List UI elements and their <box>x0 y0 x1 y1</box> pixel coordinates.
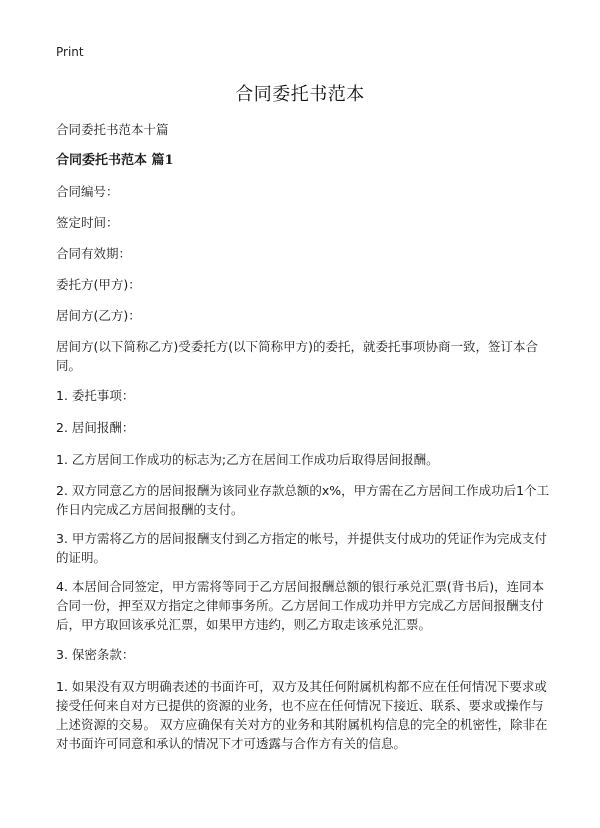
subtitle: 合同委托书范本十篇 <box>56 122 169 137</box>
signing-date-line: 签定时间： <box>56 215 119 230</box>
clause-1-heading: 1. 委托事项： <box>56 388 135 403</box>
clause-3-item-1: 1. 如果没有双方明确表述的书面许可，双方及其任何附属机构都不应在任何情况下要求或接受任何来自对方已提供的资源的业务，也不应在任何情况下接近、联系、要求或操作与上述资源的交易。 双方应确保有关对方的业务和其附属机构信息的完全的机密性，除非在对书面许可同意和承认的情况下才可透露与合作方有关的信息。 <box>56 679 548 751</box>
clause-2-item-4: 4. 本居间合同签定，甲方需将等同于乙方居间报酬总额的银行承兑汇票(背书后)，连同本合同一份，押至双方指定之律师事务所。乙方居间工作成功并甲方完成乙方居间报酬支付后，甲方取回该承兑汇票，如果甲方违约，则乙方取走该承兑汇票。 <box>56 579 545 632</box>
principal-party-line: 委托方(甲方)： <box>56 277 141 292</box>
clause-2-item-1: 1. 乙方居间工作成功的标志为;乙方在居间工作成功后取得居间报酬。 <box>56 452 439 467</box>
section-heading: 合同委托书范本 篇1 <box>56 153 174 168</box>
contract-number-line: 合同编号： <box>56 184 119 199</box>
validity-period-line: 合同有效期： <box>56 246 132 261</box>
clause-2-item-3: 3. 甲方需将乙方的居间报酬支付到乙方指定的帐号，并提供支付成功的凭证作为完成支付的证明。 <box>56 531 547 565</box>
clause-2-heading: 2. 居间报酬： <box>56 420 135 435</box>
page-title: 合同委托书范本 <box>235 84 365 105</box>
clause-2-item-2: 2. 双方同意乙方的居间报酬为该同业存款总额的x%，甲方需在乙方居间工作成功后1个工作日内完成乙方居间报酬的支付。 <box>56 483 550 517</box>
intermediary-party-line: 居间方(乙方)： <box>56 308 141 323</box>
print-link[interactable]: Print <box>56 45 84 59</box>
intro-paragraph: 居间方(以下简称乙方)受委托方(以下简称甲方)的委托，就委托事项协商一致，签订本合同。 <box>56 339 539 373</box>
clause-3-heading: 3. 保密条款： <box>56 647 135 662</box>
